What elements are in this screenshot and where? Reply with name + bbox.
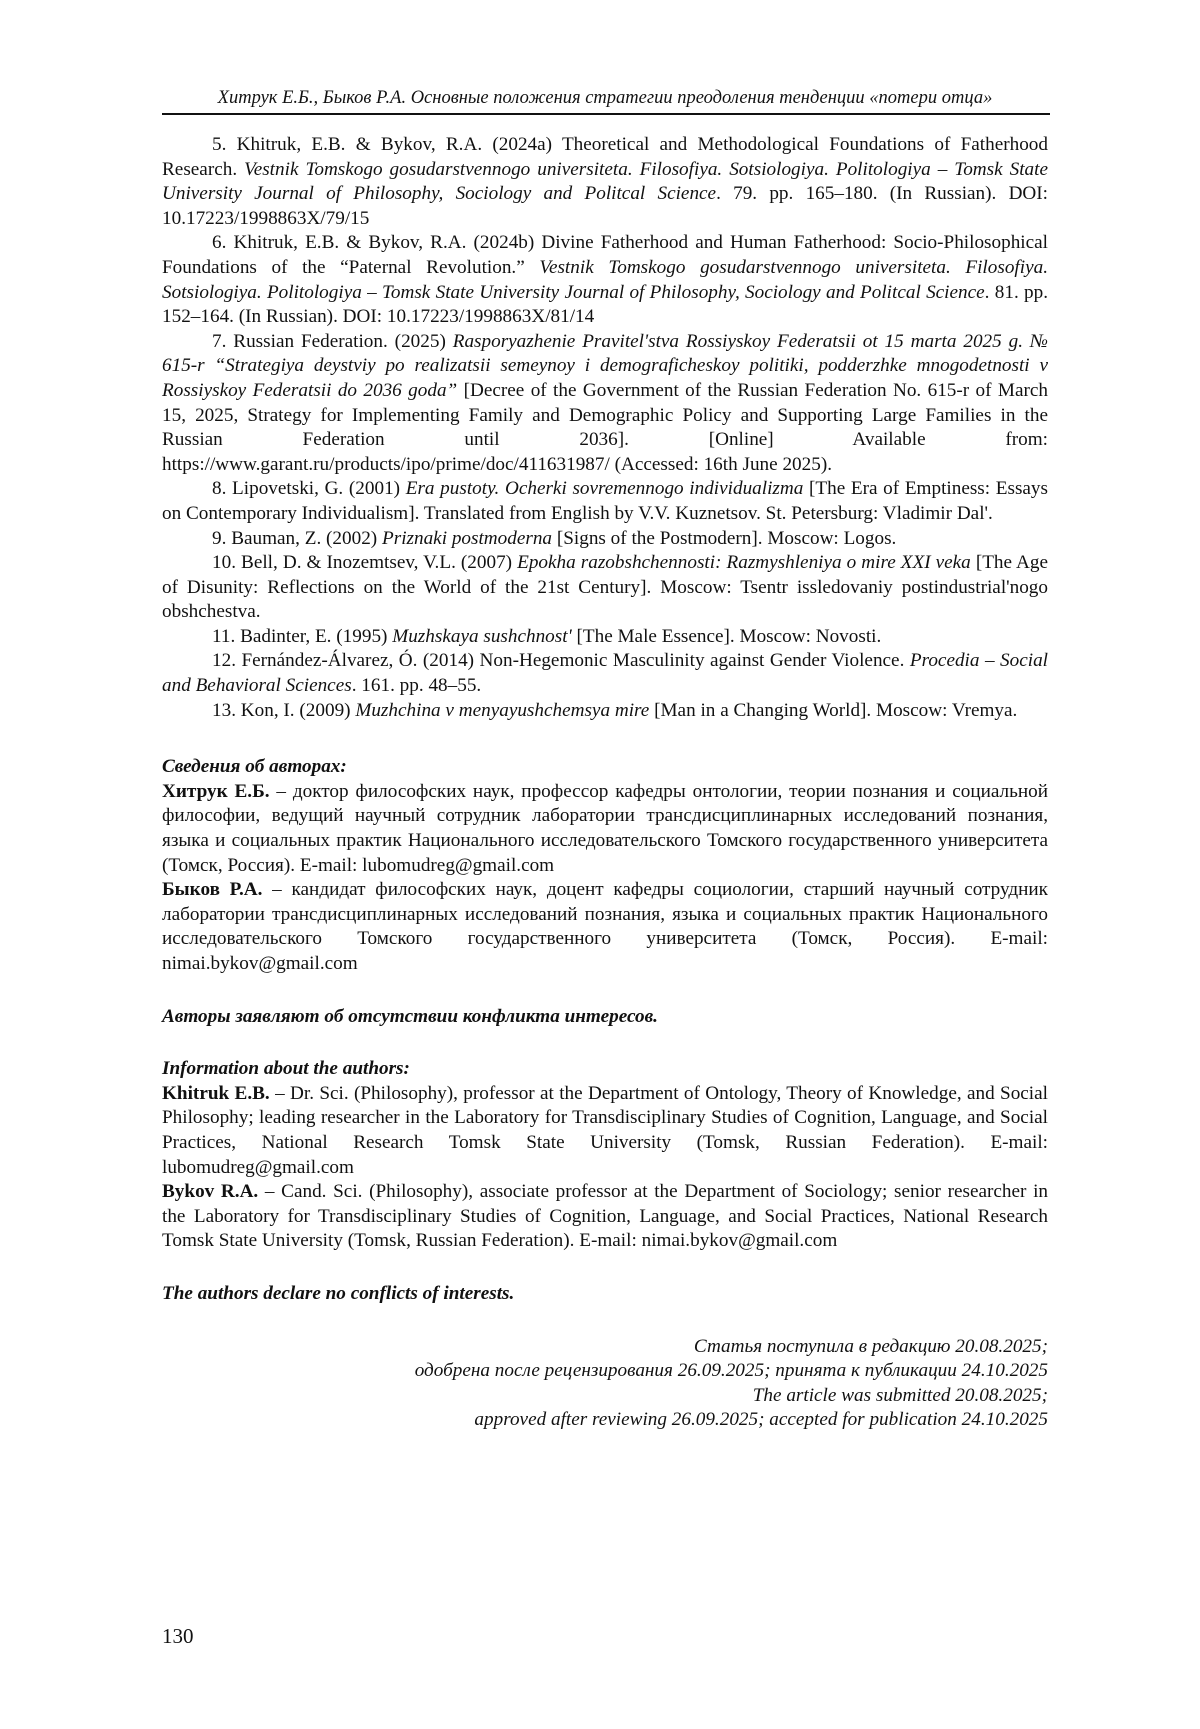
authors-en-heading: Information about the authors: bbox=[162, 1058, 410, 1080]
author-entry bbox=[162, 1180, 1048, 1254]
author-name: Хитрук Е.Б. bbox=[162, 780, 270, 802]
reference-text: 10. Bell, D. & Inozemtsev, V.L. (2007) bbox=[212, 552, 518, 574]
author-name: Bykov R.A. bbox=[162, 1181, 259, 1203]
reference-item bbox=[162, 625, 1048, 650]
reference-text: 13. Kon, I. (2009) bbox=[212, 699, 356, 721]
accepted-line: approved after reviewing 26.09.2025; accepted for publication 24.10.2025 bbox=[474, 1409, 1048, 1431]
reference-text: [Man in a Changing World]. Moscow: Vremya. bbox=[649, 699, 1018, 721]
author-entry bbox=[162, 780, 1048, 878]
reference-text: [Signs of the Postmodern]. Moscow: Logos. bbox=[552, 527, 897, 549]
reference-title: Vestnik Tomskogo gosudarstvennogo universiteta. Filosofiya. Sotsiologiya. Politologiya – Tomsk State University Journal of Philosophy, Sociology and Politcal Science bbox=[162, 158, 1048, 205]
running-head: Хитрук Е.Б., Быков Р.А. Основные положения стратегии преодоления тенденции «потери отца» bbox=[217, 88, 993, 108]
reference-text: 9. Bauman, Z. (2002) bbox=[212, 527, 382, 549]
author-description: – Dr. Sci. (Philosophy), professor at the Department of Ontology, Theory of Knowledge, and Social Philosophy; leading researcher in the Laboratory for Transdisciplinary Studies of Cognition, Language, and Social Practices, National Research Tomsk State University (Tomsk, Russian Federation). E-mail: lubomudreg@gmail.com bbox=[162, 1082, 1048, 1178]
received-dates bbox=[162, 1335, 1048, 1433]
reference-item bbox=[162, 231, 1048, 329]
page-number: 130 bbox=[162, 1624, 194, 1648]
submitted-line: The article was submitted 20.08.2025; bbox=[752, 1384, 1048, 1406]
reference-title: Muzhchina v menyayushchemsya mire bbox=[355, 699, 650, 721]
reference-title: Muzhskaya sushchnost' bbox=[392, 625, 572, 647]
reference-text: [Decree of the Government of the Russian Federation No. 615-r of March 15, 2025, Strategy for Implementing Family and Demographic Policy and Supporting Large Families in the Russian Federation until 2036]. [Online] Available from: https://www.garant.ru/products/ipo/prime/doc/411631987/ (Accessed: 16th June 2025). bbox=[162, 379, 1048, 475]
reference-title: Rasporyazhenie Pravitel'stva Rossiyskoy Federatsii ot 15 marta 2025 g. № 615-r “Strategiya deystviy po realizatsii semeynoy i demograficheskoy politiki, podderzhke mnogodetnosti v Rossiyskoy Federatsii do 2036 goda” bbox=[162, 330, 1048, 401]
author-entry bbox=[162, 1082, 1048, 1180]
conflict-en-statement: The authors declare no conflicts of interests. bbox=[162, 1282, 515, 1304]
author-description: – Cand. Sci. (Philosophy), associate professor at the Department of Sociology; senior researcher in the Laboratory for Transdisciplinary Studies of Cognition, Language, and Social Practices, National Research Tomsk State University (Tomsk, Russian Federation). E-mail: nimai.bykov@gmail.com bbox=[162, 1181, 1049, 1252]
authors-ru-list bbox=[162, 780, 1048, 977]
reference-item bbox=[162, 699, 1048, 724]
reference-text: 7. Russian Federation. (2025) bbox=[212, 330, 453, 352]
reference-item bbox=[162, 649, 1048, 698]
header-rule bbox=[162, 113, 1050, 115]
reference-title: Vestnik Tomskogo gosudarstvennogo universiteta. Filosofiya. Sotsiologiya. Politologiya – Tomsk State University Journal of Philosophy, Sociology and Politcal Science bbox=[162, 256, 1048, 303]
reference-text: . 79. pp. 165–180. (In Russian). DOI: 10.17223/1998863X/79/15 bbox=[162, 183, 1048, 229]
reference-text: 11. Badinter, E. (1995) bbox=[212, 625, 393, 647]
reference-item bbox=[162, 527, 1048, 552]
reference-title: Era pustoty. Ocherki sovremennogo individualizma bbox=[405, 478, 804, 500]
author-description: – доктор философских наук, профессор кафедры онтологии, теории познания и социальной философии, ведущий научный сотрудник лаборатории трансдисциплинарных исследований познания, языка и социальных практик Национального исследовательского Томского государственного университета (Томск, Россия). E-mail: lubomudreg@gmail.com bbox=[162, 780, 1048, 876]
conflict-ru-statement: Авторы заявляют об отсутствии конфликта интересов. bbox=[162, 1005, 658, 1027]
reference-list bbox=[162, 133, 1048, 723]
reference-text: 8. Lipovetski, G. (2001) bbox=[212, 478, 406, 500]
reference-text: [The Era of Emptiness: Essays on Contemporary Individualism]. Translated from English by V.V. Kuznetsov. St. Petersburg: Vladimir Dal'. bbox=[162, 478, 1048, 524]
reference-item bbox=[162, 551, 1048, 625]
reference-item bbox=[162, 330, 1048, 478]
author-name: Khitruk E.B. bbox=[162, 1082, 270, 1104]
author-entry bbox=[162, 878, 1048, 976]
reference-title: Epokha razobshchennosti: Razmyshleniya o mire XXI veka bbox=[517, 552, 971, 574]
reference-text: 6. Khitruk, E.B. & Bykov, R.A. (2024b) Divine Fatherhood and Human Fatherhood: Socio-Philosophical Foundations of the “Paternal Revolution.” bbox=[162, 232, 1048, 278]
reference-text: . 81. pp. 152–164. (In Russian). DOI: 10.17223/1998863X/81/14 bbox=[162, 281, 1049, 328]
reference-text: 12. Fernández-Álvarez, Ó. (2014) Non-Hegemonic Masculinity against Gender Violence. bbox=[212, 650, 910, 672]
author-name: Быков Р.А. bbox=[162, 879, 263, 901]
reference-item bbox=[162, 133, 1048, 231]
received-line: Статья поступила в редакцию 20.08.2025; bbox=[693, 1335, 1048, 1357]
reference-title: Priznaki postmoderna bbox=[382, 527, 553, 549]
reference-text: [The Male Essence]. Moscow: Novosti. bbox=[571, 625, 882, 647]
approved-line: одобрена после рецензирования 26.09.2025; принята к публикации 24.10.2025 bbox=[414, 1360, 1048, 1382]
reference-text: . 161. pp. 48–55. bbox=[351, 675, 482, 697]
authors-ru-heading: Сведения об авторах: bbox=[162, 756, 347, 778]
reference-text: 5. Khitruk, E.B. & Bykov, R.A. (2024a) Theoretical and Methodological Foundations of Fatherhood Research. bbox=[162, 134, 1048, 180]
page-body bbox=[162, 133, 1048, 1433]
authors-en-list bbox=[162, 1082, 1048, 1254]
reference-item bbox=[162, 477, 1048, 526]
author-description: – кандидат философских наук, доцент кафедры социологии, старший научный сотрудник лаборатории трансдисциплинарных исследований познания, языка и социальных практик Национального исследовательского Томского государственного университета (Томск, Россия). E-mail: nimai.bykov@gmail.com bbox=[162, 879, 1048, 974]
reference-text: [The Age of Disunity: Reflections on the World of the 21st Century]. Moscow: Tsentr issledovaniy postindustrial'nogo obshchestva. bbox=[162, 552, 1048, 623]
reference-title: Procedia – Social and Behavioral Sciences bbox=[162, 650, 1048, 697]
